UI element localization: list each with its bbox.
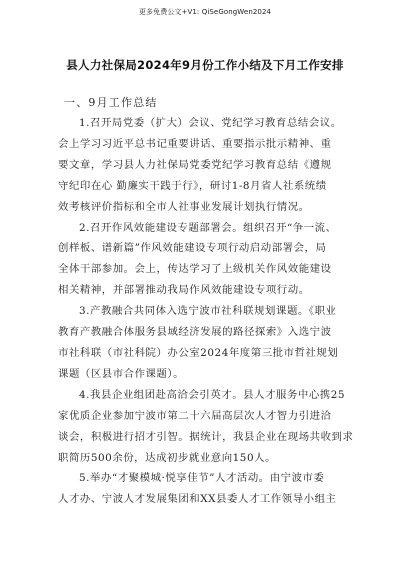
- paragraph-line: 4.我县企业组团赴高洽会引英才。县人才服务中心携25: [79, 388, 346, 401]
- paragraph-line: 谈会，积极进行招才引智。据统计，我县企业在现场共收到求: [58, 430, 354, 443]
- paragraph-line: 守纪印在心 勤廉实干践于行》，研讨1-8月省人社系统绩: [58, 179, 327, 192]
- paragraph-line: 创样板、谱新篇”作风效能建设专项行动启动部署会，局: [58, 242, 327, 255]
- paragraph-line: 要文章，学习县人力社保局党委党纪学习教育总结《遵规: [58, 158, 332, 171]
- paragraph-line: 全体干部参加。会上，传达学习了上级机关作风效能建设: [58, 263, 332, 276]
- header-note: 更多免费公文+V1: QiSeGongWen2024: [138, 8, 272, 16]
- paragraph-3: [58, 301, 358, 385]
- paragraph-line: 3.产教融合共同体入选宁波市社科联规划课题。《职业: [79, 305, 337, 318]
- paragraph-line: 5.举办“才聚模城·悦享佳节”人才活动。由宁波市委: [79, 472, 325, 485]
- paragraph-5: [58, 468, 358, 510]
- paragraph-line: 效考核评价指标和全市人社事业发展计划执行情况。: [58, 200, 310, 213]
- paragraph-line: 课题（区县市合作课题）。: [58, 367, 185, 380]
- paragraph-line: 人才办、宁波人才发展集团和XX县委人才工作领导小组主: [58, 493, 337, 506]
- document-title: 县人力社保局2024年9月份工作小结及下月工作安排: [66, 58, 344, 72]
- body-text: [58, 113, 358, 510]
- paragraph-line: 1.召开局党委（扩大）会议、党纪学习教育总结会议。: [79, 117, 342, 129]
- paragraph-2: [58, 218, 358, 302]
- paragraph-1: [58, 113, 358, 218]
- paragraph-line: 相关精神，并部署推动我局作风效能建设专项行动。: [58, 284, 310, 297]
- paragraph-line: 职简历500余份，达成初步就业意向150人。: [58, 451, 277, 464]
- paragraph-line: 会上学习习近平总书记重要讲话、重要指示批示精神、重: [58, 137, 332, 150]
- paragraph-line: 市社科联（市社科院）办公室2024年度第三批市哲社规划: [58, 346, 339, 359]
- paragraph-line: 2.召开作风效能建设专题部署会。组织召开“争一流、: [79, 221, 337, 234]
- section-heading: 一、9月工作总结: [64, 96, 158, 109]
- paragraph-4: [58, 385, 358, 469]
- paragraph-line: 教育产教融合体服务县域经济发展的路径探索》入选宁波: [58, 326, 332, 339]
- paragraph-line: 家优质企业参加宁波市第二十六届高层次人才智力引进洽: [58, 409, 332, 422]
